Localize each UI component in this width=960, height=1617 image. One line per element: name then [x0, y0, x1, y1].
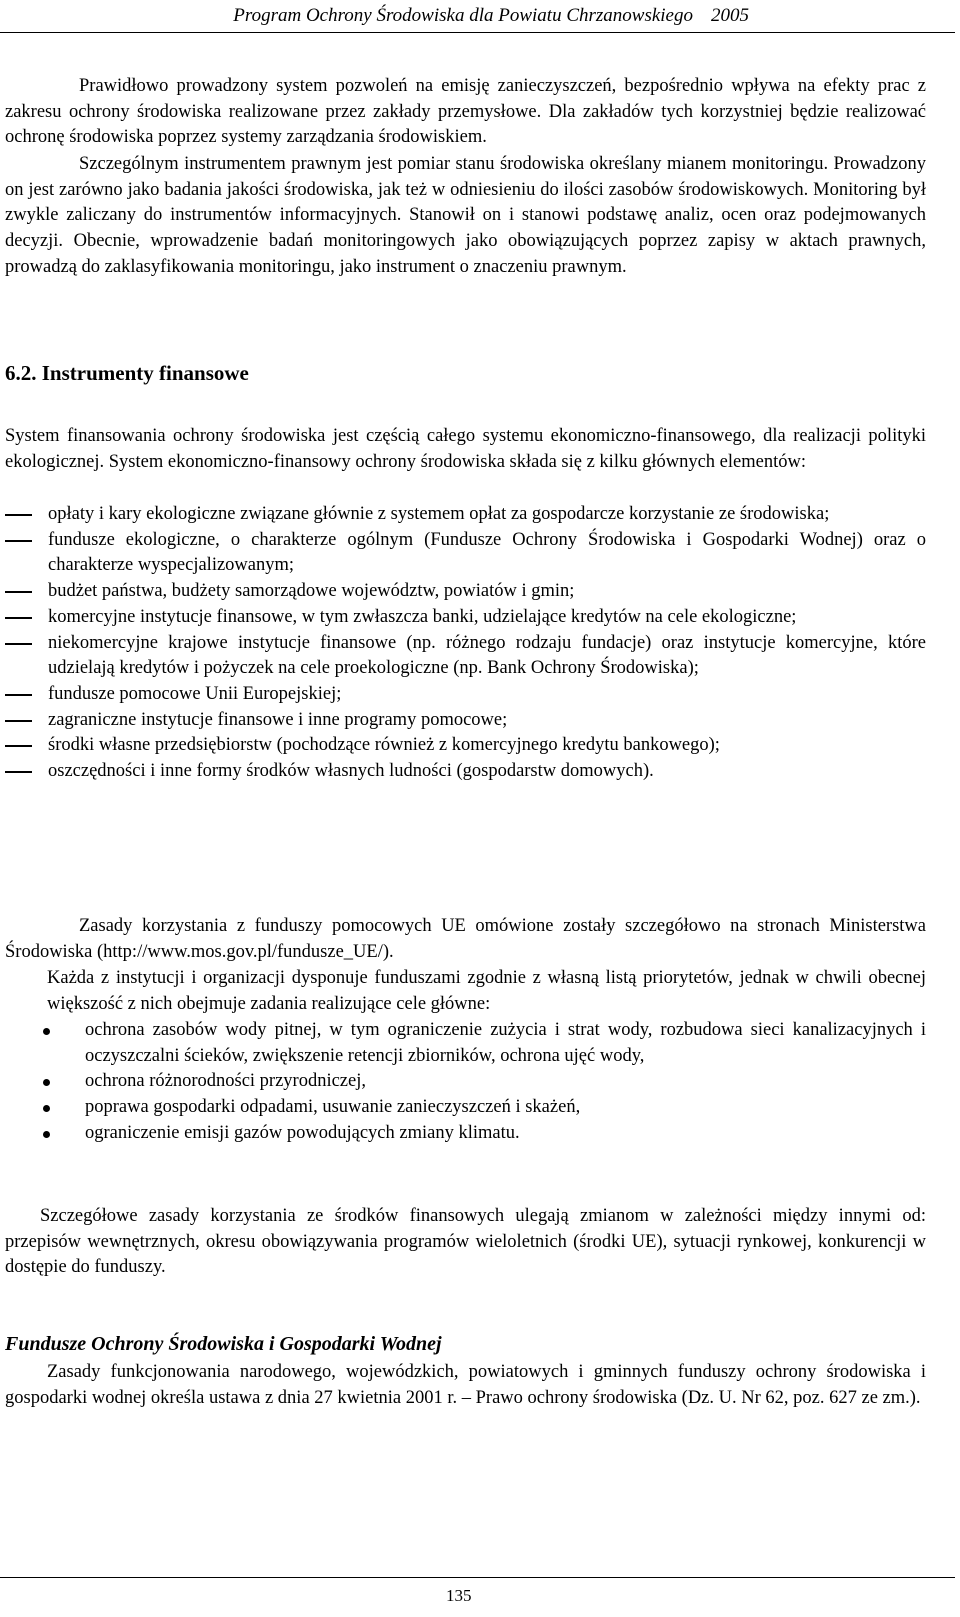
dash-marker	[5, 771, 32, 773]
list-item: niekomercyjne krajowe instytucje finansowe (np. różnego rodzaju fundacje) oraz instytucje komercyjne, które udzielają kredytów i pożyczek na cele proekologiczne (np. Bank Ochrony Środowiska);	[48, 631, 926, 682]
list-item: oszczędności i inne formy środków własnych ludności (gospodarstw domowych).	[48, 759, 926, 785]
bullet-marker	[43, 1131, 50, 1138]
list-item: ochrona różnorodności przyrodniczej,	[85, 1069, 926, 1095]
main-goals-list	[85, 1018, 926, 1147]
paragraph-funds-law: Zasady funkcjonowania narodowego, wojewódzkich, powiatowych i gminnych funduszy ochrony środowiska i gospodarki wodnej określa ustawa z dnia 27 kwietnia 2001 r. – Prawo ochrony środowiska (Dz. U. Nr 62, poz. 627 ze zm.).	[5, 1362, 926, 1408]
footer-divider	[0, 1577, 955, 1578]
financing-elements-list	[48, 502, 926, 785]
header-year: 2005	[711, 5, 749, 26]
subheading-funds: Fundusze Ochrony Środowiska i Gospodarki Wodnej	[5, 1333, 442, 1355]
dash-marker	[5, 540, 32, 542]
list-item: zagraniczne instytucje finansowe i inne programy pomocowe;	[48, 708, 926, 734]
bullet-marker	[43, 1028, 50, 1035]
list-item: ograniczenie emisji gazów powodujących zmiany klimatu.	[85, 1121, 926, 1147]
list-item: budżet państwa, budżety samorządowe województw, powiatów i gmin;	[48, 579, 926, 605]
list-item: opłaty i kary ekologiczne związane głównie z systemem opłat za gospodarcze korzystanie ze środowiska;	[48, 502, 926, 528]
page-number: 135	[446, 1586, 472, 1605]
dash-marker	[5, 514, 32, 516]
paragraph-financing-system: System finansowania ochrony środowiska jest częścią całego systemu ekonomiczno-finansowego, dla realizacji polityki ekologicznej. System ekonomiczno-finansowy ochrony środowiska składa się z kilku głównych elementów:	[5, 426, 926, 472]
list-item: fundusze pomocowe Unii Europejskiej;	[48, 682, 926, 708]
list-item: środki własne przedsiębiorstw (pochodzące również z komercyjnego kredytu bankowego);	[48, 733, 926, 759]
list-item: fundusze ekologiczne, o charakterze ogólnym (Fundusze Ochrony Środowiska i Gospodarki Wodnej) oraz o charakterze wyspecjalizowanym;	[48, 528, 926, 579]
dash-marker	[5, 617, 32, 619]
dash-marker	[5, 694, 32, 696]
dash-marker	[5, 591, 32, 593]
paragraph-detailed-rules: Szczegółowe zasady korzystania ze środków finansowych ulegają zmianom w zależności między innymi od: przepisów wewnętrznych, okresu obowiązywania programów wieloletnich (środki UE), sytuacji rynkowej, konkurencji w dostępie do funduszy.	[5, 1206, 926, 1278]
list-item: ochrona zasobów wody pitnej, w tym ograniczenie zużycia i strat wody, rozbudowa sieci kanalizacyjnych i oczyszczalni ścieków, zwiększenie retencji zbiorników, ochrona ujęć wody,	[85, 1018, 926, 1069]
dash-marker	[5, 720, 32, 722]
bullet-marker	[43, 1079, 50, 1086]
bullet-marker	[43, 1105, 50, 1112]
dash-marker	[5, 745, 32, 747]
list-item: komercyjne instytucje finansowe, w tym zwłaszcza banki, udzielające kredytów na cele ekologiczne;	[48, 605, 926, 631]
paragraph-emission-permits: Prawidłowo prowadzony system pozwoleń na emisję zanieczyszczeń, bezpośrednio wpływa na efekty prac z zakresu ochrony środowiska realizowane przez zakłady przemysłowe. Dla zakładów tych korzystniej będzie realizować ochronę środowiska poprzez systemy zarządzania środowiskiem.	[5, 76, 926, 148]
section-heading: 6.2. Instrumenty finansowe	[5, 361, 249, 385]
list-item: poprawa gospodarki odpadami, usuwanie zanieczyszczeń i skażeń,	[85, 1095, 926, 1121]
paragraph-monitoring: Szczególnym instrumentem prawnym jest pomiar stanu środowiska określany mianem monitoringu. Prowadzony on jest zarówno jako badania jakości środowiska, jak też w odniesieniu do ilości zasobów środowiskowych. Monitoring był zwykle zaliczany do instrumentów informacyjnych. Stanowił on i stanowi podstawę analiz, ocen oraz podejmowanych decyzji. Obecnie, wprowadzenie badań monitoringowych jako obowiązujących poprzez zapisy w aktach prawnych, prowadzą do zaklasyfikowania monitoringu, jako instrument o znaczeniu prawnym.	[5, 154, 926, 277]
paragraph-eu-funds: Zasady korzystania z funduszy pomocowych UE omówione zostały szczegółowo na stronach Ministerstwa Środowiska (http://www.mos.gov.pl/fundusze_UE/).	[5, 916, 926, 962]
page-header	[0, 2, 955, 33]
header-title: Program Ochrony Środowiska dla Powiatu Chrzanowskiego	[233, 5, 693, 26]
dash-marker	[5, 643, 32, 645]
paragraph-institutions: Każda z instytucji i organizacji dysponuje funduszami zgodnie z własną listą priorytetów, jednak w chwili obecnej większość z nich obejmuje zadania realizujące cele główne:	[47, 968, 926, 1014]
